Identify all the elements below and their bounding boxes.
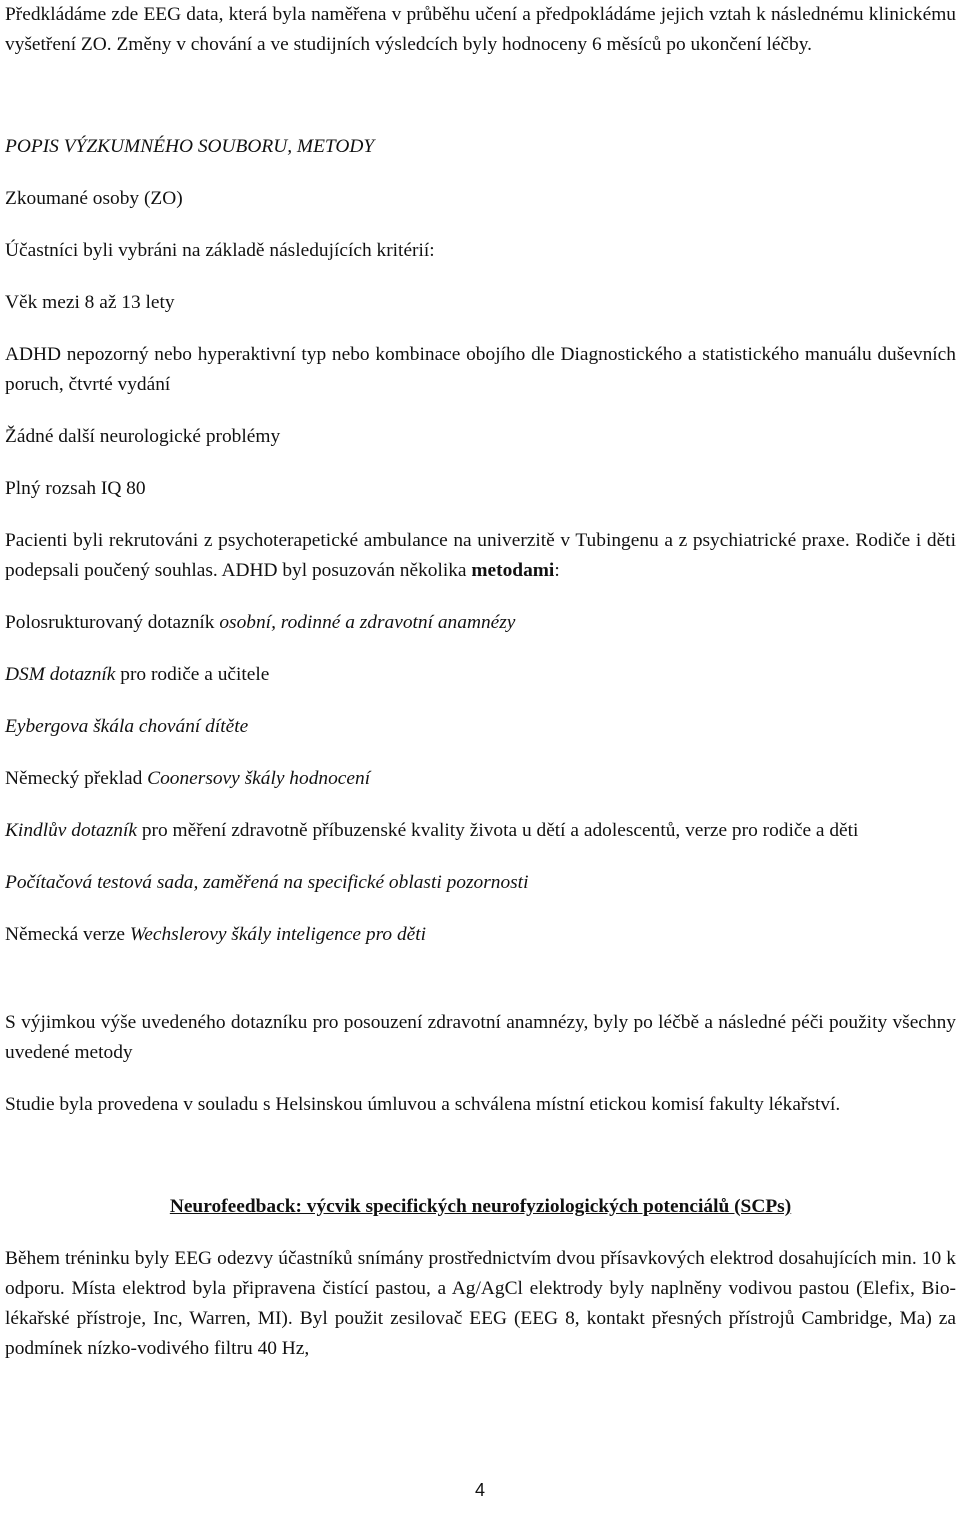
method-anamnesis bbox=[5, 608, 956, 638]
subjects-label: Zkoumané osoby (ZO) bbox=[5, 188, 183, 209]
method-dsm-italic: DSM dotazník bbox=[5, 664, 116, 685]
criteria-intro: Účastníci byli vybráni na základě následujících kritérií: bbox=[5, 240, 435, 261]
method-conners-italic: Coonersovy škály hodnocení bbox=[147, 768, 371, 789]
method-computer-battery-italic: Počítačová testová sada, zaměřená na specifické oblasti pozornosti bbox=[5, 872, 529, 893]
method-dsm-text: pro rodiče a učitele bbox=[115, 664, 270, 685]
method-eyberg bbox=[5, 712, 956, 742]
method-computer-battery bbox=[5, 868, 956, 898]
criterion-neurology: Žádné další neurologické problémy bbox=[5, 426, 281, 447]
method-conners bbox=[5, 764, 956, 794]
method-kindl-italic: Kindlův dotazník bbox=[5, 820, 137, 841]
neurofeedback-paragraph: Během tréninku byly EEG odezvy účastníků snímány prostřednictvím dvou přísavkových elektrod dosahujících min. 10 k odporu. Místa elektrod byla připravena čistící pastou, a Ag/AgCl elektrody byly naplněny vodivou pastou (Elefix, Bio-lékařské přístroje, Inc, Warren, MI). Byl použit zesilovač EEG (EEG 8, kontakt přesných přístrojů Cambridge, Ma) za podmínek nízko-vodivého filtru 40 Hz, bbox=[5, 1248, 956, 1359]
method-conners-text: Německý překlad bbox=[5, 768, 148, 789]
note-methods-after-treatment: S výjimkou výše uvedeného dotazníku pro posouzení zdravotní anamnézy, byly po léčbě a následné péči použity všechny uvedené metody bbox=[5, 1012, 956, 1063]
method-wechsler-text: Německá verze bbox=[5, 924, 130, 945]
criterion-iq: Plný rozsah IQ 80 bbox=[5, 478, 146, 499]
method-wechsler-italic: Wechslerovy škály inteligence pro děti bbox=[129, 924, 427, 945]
recruitment-bold-methods: metodami bbox=[471, 560, 555, 581]
recruitment-colon: : bbox=[554, 560, 560, 581]
recruitment-paragraph bbox=[5, 526, 956, 586]
document-page bbox=[5, 0, 956, 1364]
criterion-age: Věk mezi 8 až 13 lety bbox=[5, 292, 175, 313]
note-ethics: Studie byla provedena v souladu s Helsinskou úmluvou a schválena místní etickou komisí fakulty lékařství. bbox=[5, 1094, 841, 1115]
method-dsm bbox=[5, 660, 956, 690]
method-kindl-text: pro měření zdravotně příbuzenské kvality života u dětí a adolescentů, verze pro rodiče a děti bbox=[136, 820, 859, 841]
page-number: 4 bbox=[474, 1480, 485, 1500]
method-anamnesis-text: Polosrukturovaný dotazník bbox=[5, 612, 220, 633]
criterion-adhd-type: ADHD nepozorný nebo hyperaktivní typ nebo kombinace obojího dle Diagnostického a statistického manuálu duševních poruch, čtvrté vydání bbox=[5, 344, 956, 395]
method-eyberg-italic: Eybergova škála chování dítěte bbox=[5, 716, 249, 737]
method-wechsler bbox=[5, 920, 956, 950]
method-anamnesis-italic: osobní, rodinné a zdravotní anamnézy bbox=[219, 612, 516, 633]
method-kindl bbox=[5, 816, 956, 846]
neurofeedback-heading: Neurofeedback: výcvik specifických neurofyziologických potenciálů (SCPs) bbox=[169, 1196, 792, 1217]
intro-paragraph: Předkládáme zde EEG data, která byla naměřena v průběhu učení a předpokládáme jejich vztah k následnému klinickému vyšetření ZO. Změny v chování a ve studijních výsledcích byly hodnoceny 6 měsíců po ukončení léčby. bbox=[5, 4, 956, 55]
section-title: POPIS VÝZKUMNÉHO SOUBORU, METODY bbox=[5, 136, 375, 157]
recruitment-text: Pacienti byli rekrutováni z psychoterapetické ambulance na univerzitě v Tubingenu a z psychiatrické praxe. Rodiče i děti podepsali poučený souhlas. ADHD byl posuzován několika bbox=[5, 530, 956, 581]
